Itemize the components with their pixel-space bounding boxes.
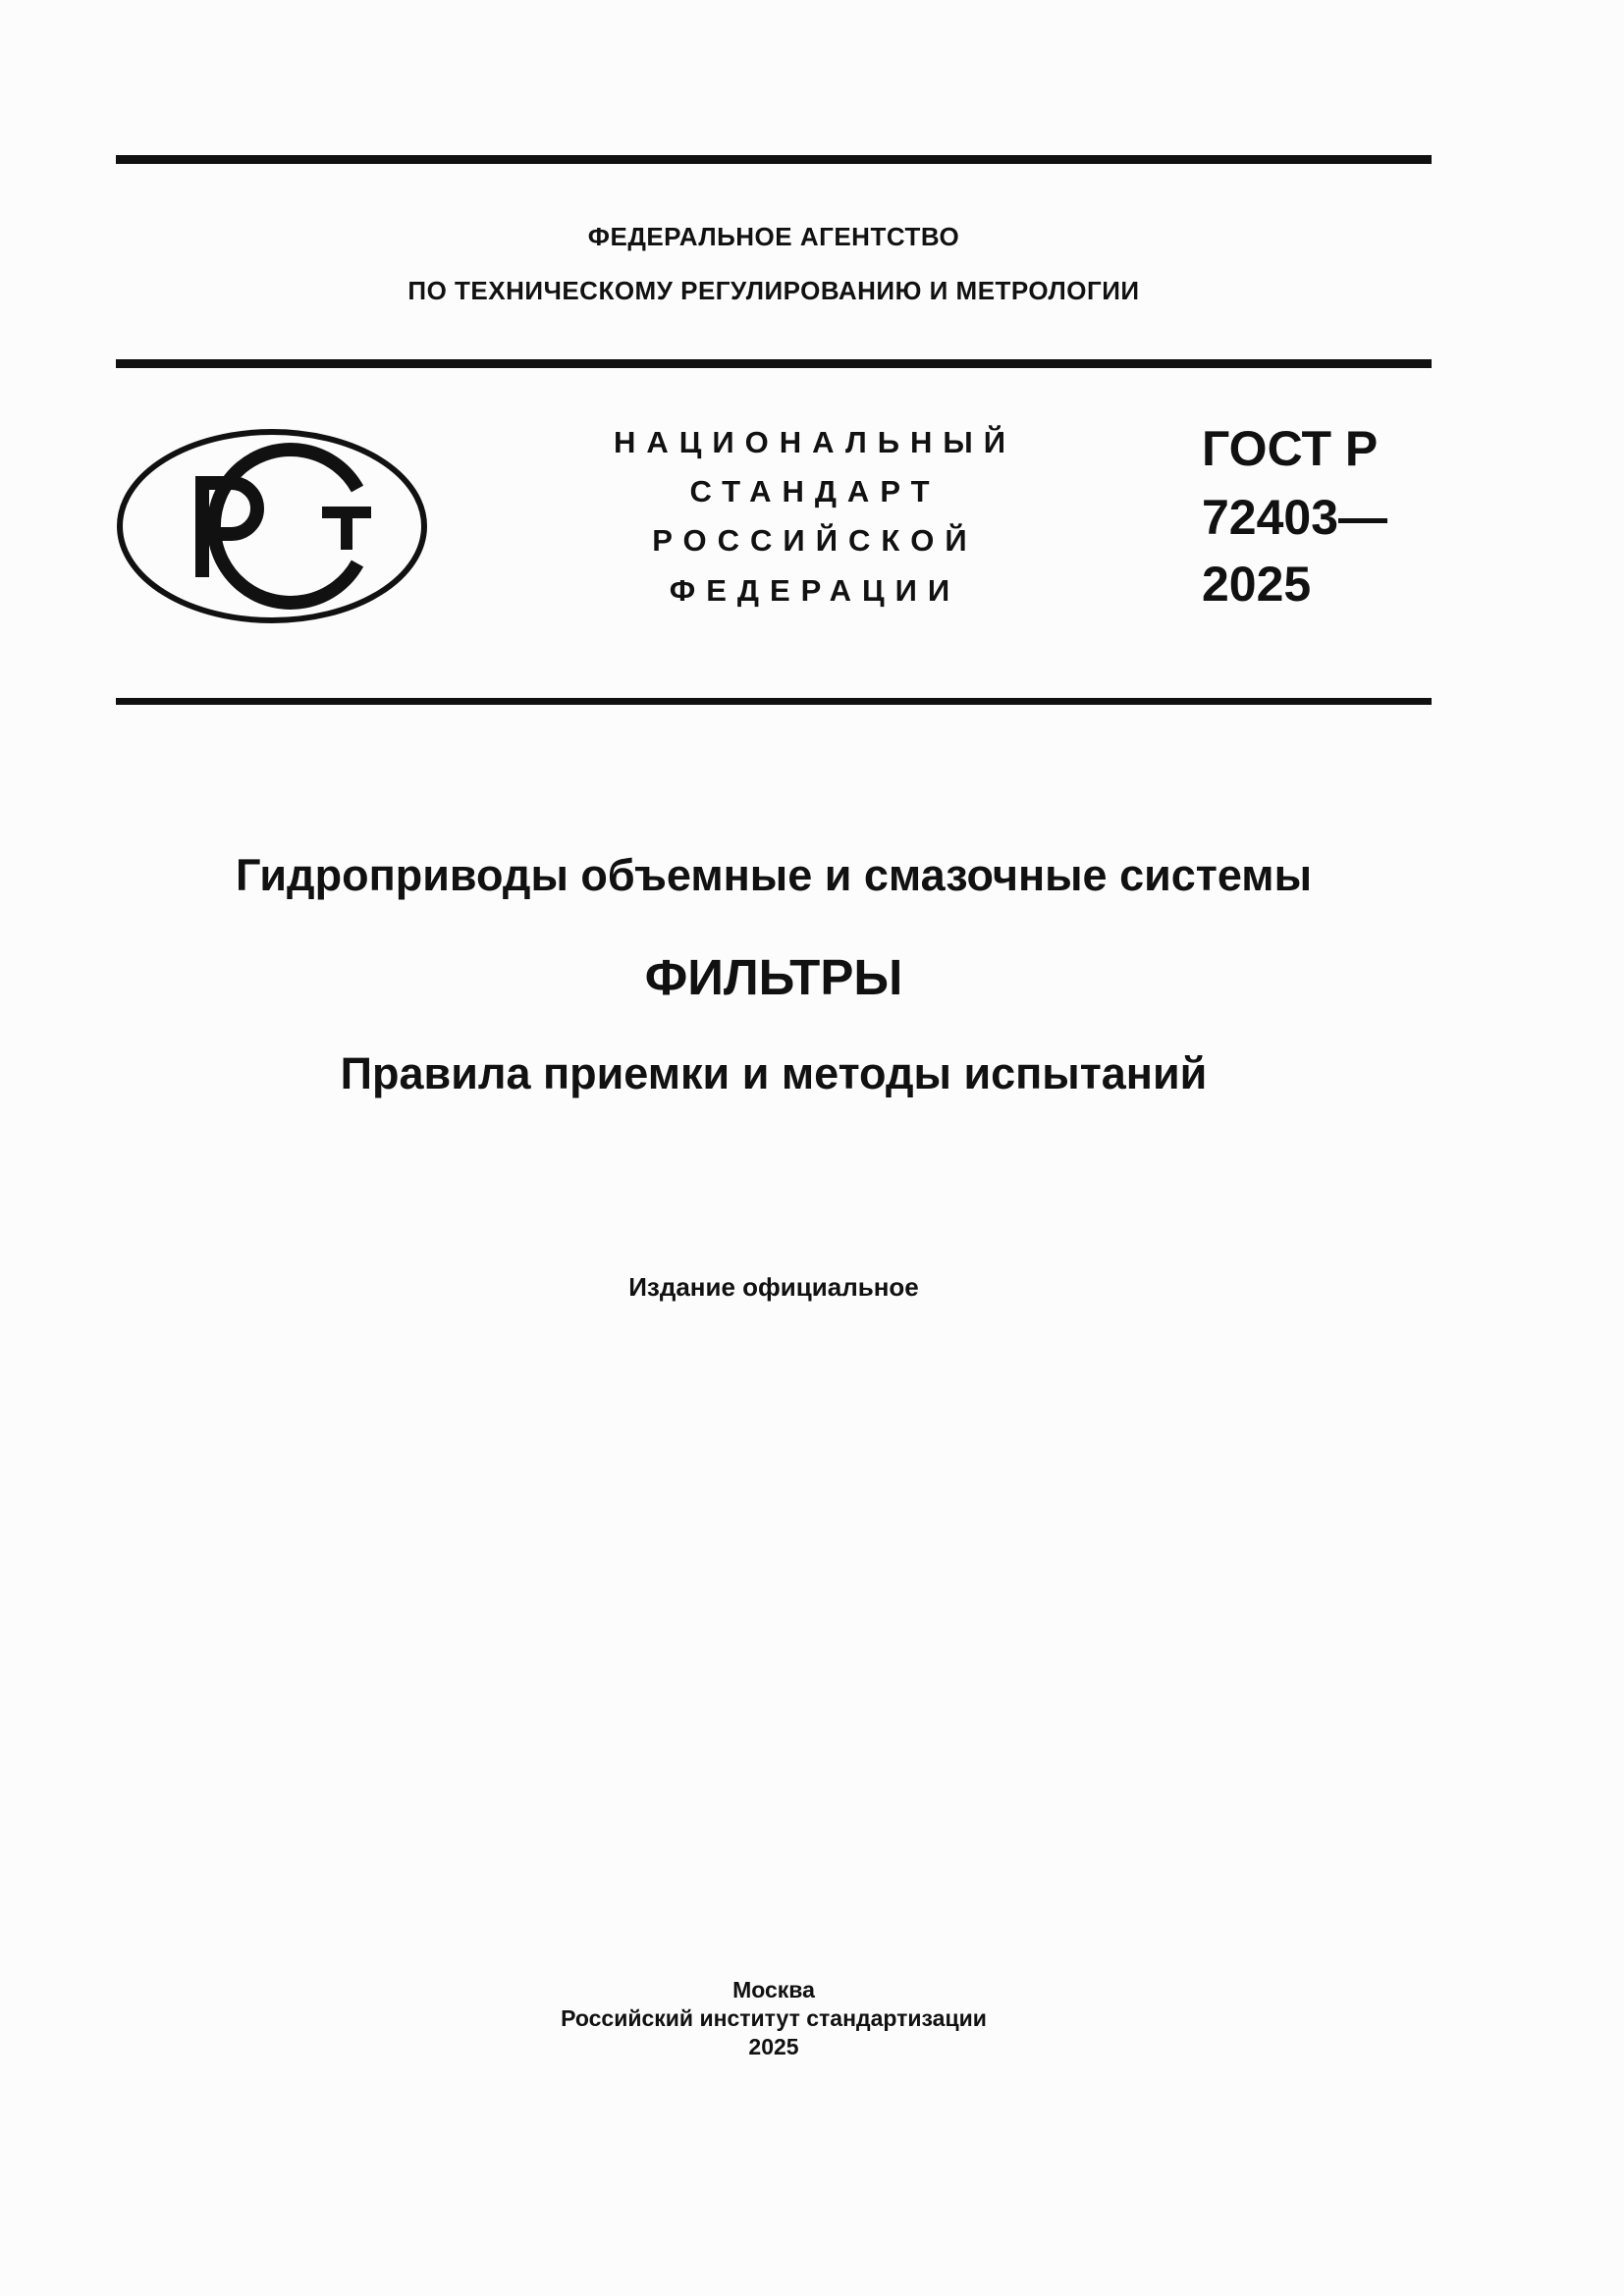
document-title-line-2: ФИЛЬТРЫ (644, 949, 903, 1005)
title-block-divider (116, 698, 1432, 705)
standard-designation-line-3: 2025 (1202, 557, 1312, 612)
header-divider (116, 359, 1432, 368)
top-divider (116, 155, 1432, 164)
national-standard-line-3: РОССИЙСКОЙ (652, 523, 978, 558)
national-standard-line-2: СТАНДАРТ (689, 474, 941, 508)
national-standard-line-4: ФЕДЕРАЦИИ (669, 573, 961, 608)
national-standard-line-1: НАЦИОНАЛЬНЫЙ (613, 425, 1017, 459)
standard-designation-line-2: 72403— (1202, 490, 1388, 545)
imprint-city: Москва (732, 1977, 815, 2002)
document-title-line-3: Правила приемки и методы испытаний (340, 1048, 1208, 1098)
agency-name-line-2: ПО ТЕХНИЧЕСКОМУ РЕГУЛИРОВАНИЮ И МЕТРОЛОГИИ (407, 276, 1140, 305)
agency-name-line-1: ФЕДЕРАЛЬНОЕ АГЕНТСТВО (587, 222, 960, 251)
imprint-publisher: Российский институт стандартизации (561, 2005, 987, 2031)
rst-logo-icon (116, 428, 428, 624)
imprint-year: 2025 (748, 2034, 799, 2059)
standard-designation-line-1: ГОСТ Р (1202, 421, 1379, 476)
document-title-line-1: Гидроприводы объемные и смазочные системы (236, 850, 1312, 900)
edition-label: Издание официальное (628, 1272, 919, 1302)
